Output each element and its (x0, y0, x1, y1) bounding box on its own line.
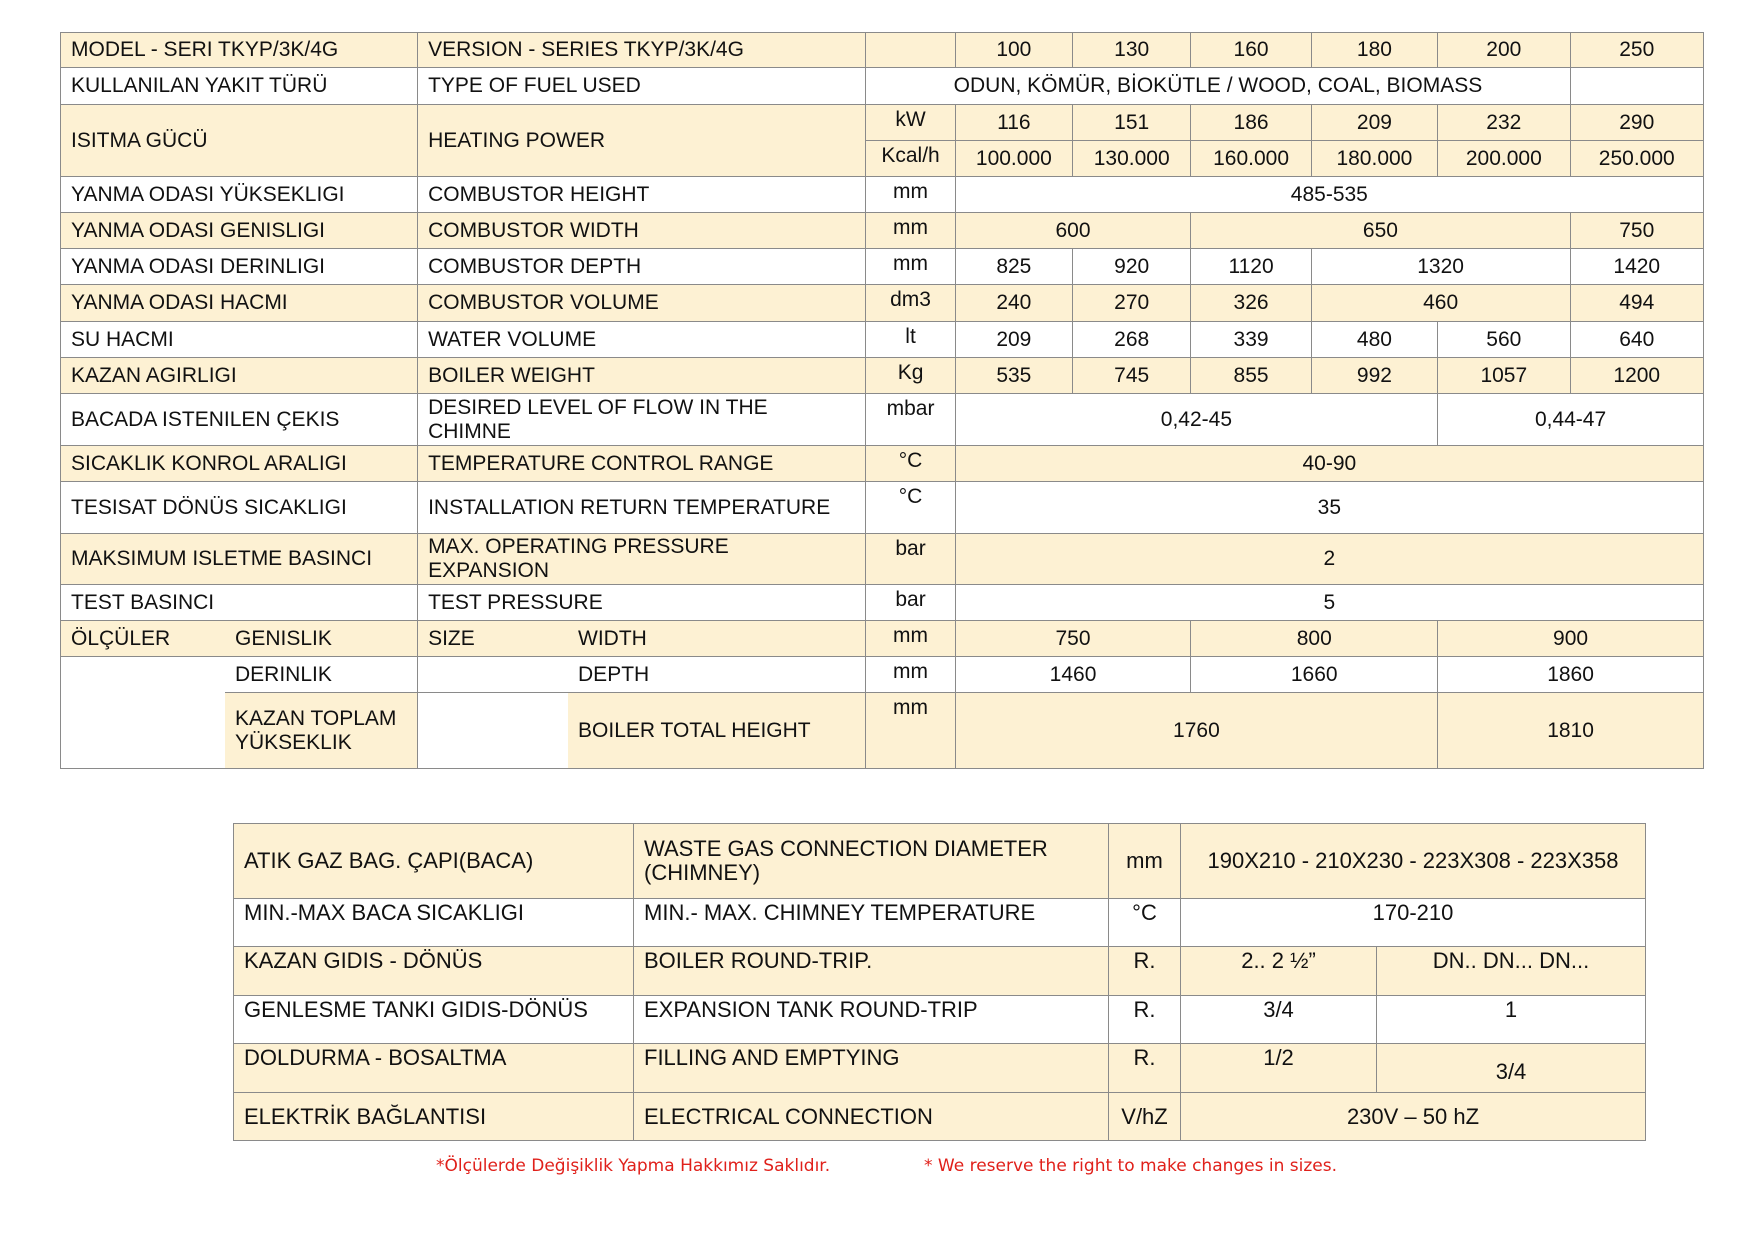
combustor-depth-value: 1120 (1191, 249, 1311, 285)
combustor-depth-unit: mm (866, 249, 955, 285)
combustor-depth-value: 1420 (1570, 249, 1704, 285)
model-value: 180 (1311, 33, 1437, 68)
chimney-temp-label-tr: MIN.-MAX BACA SICAKLIGI (234, 899, 634, 947)
chimney-flow-row (61, 394, 1704, 446)
combustor-height-unit: mm (866, 177, 955, 213)
combustor-height-row (61, 177, 1704, 213)
test-pressure-label-en: TEST PRESSURE (418, 585, 866, 621)
water-volume-label-tr: SU HACMI (61, 322, 418, 358)
return-temp-row (61, 482, 1704, 534)
boiler-weight-label-en: BOILER WEIGHT (418, 358, 866, 394)
size-change-note-tr: *Ölçülerde Değişiklik Yapma Hakkımız Saklıdır. (436, 1156, 831, 1176)
combustor-width-label-tr: YANMA ODASI GENISLIGI (61, 213, 418, 249)
model-value: 100 (955, 33, 1072, 68)
size-width-label-tr: GENISLIK (225, 621, 418, 657)
combustor-volume-value: 460 (1311, 285, 1570, 322)
expansion-tank-row (234, 996, 1646, 1044)
max-pressure-label-tr: MAKSIMUM ISLETME BASINCI (61, 534, 418, 585)
boiler-weight-value: 745 (1073, 358, 1191, 394)
water-volume-value: 209 (955, 322, 1072, 358)
boiler-weight-value: 992 (1311, 358, 1437, 394)
combustor-volume-label-tr: YANMA ODASI HACMI (61, 285, 418, 322)
expansion-tank-label-en: EXPANSION TANK ROUND-TRIP (634, 996, 1109, 1044)
model-value: 200 (1438, 33, 1570, 68)
max-pressure-value: 2 (955, 534, 1703, 585)
water-volume-unit: lt (866, 322, 955, 358)
combustor-height-label-tr: YANMA ODASI YÜKSEKLIGI (61, 177, 418, 213)
size-height-unit: mm (866, 693, 955, 769)
size-depth-value: 1860 (1438, 657, 1704, 693)
heating-unit-kcal: Kcal/h (866, 141, 955, 177)
combustor-depth-row (61, 249, 1704, 285)
combustor-height-value: 485-535 (955, 177, 1703, 213)
size-height-row (61, 693, 1704, 769)
model-value: 160 (1191, 33, 1311, 68)
water-volume-value: 480 (1311, 322, 1437, 358)
heating-kw-row (61, 105, 1704, 141)
chimney-flow-label-tr: BACADA ISTENILEN ÇEKIS (61, 394, 418, 446)
combustor-depth-label-tr: YANMA ODASI DERINLIGI (61, 249, 418, 285)
size-width-label-en: WIDTH (568, 621, 866, 657)
round-trip-value: 2.. 2 ½” (1181, 947, 1377, 996)
model-value: 250 (1570, 33, 1704, 68)
round-trip-label-en: BOILER ROUND-TRIP. (634, 947, 1109, 996)
water-volume-value: 339 (1191, 322, 1311, 358)
heating-unit-kw: kW (866, 105, 955, 141)
size-depth-value: 1460 (955, 657, 1191, 693)
filling-row (234, 1044, 1646, 1093)
boiler-weight-label-tr: KAZAN AGIRLIGI (61, 358, 418, 394)
size-height-value: 1810 (1438, 693, 1704, 769)
electrical-row (234, 1093, 1646, 1141)
chimney-flow-value: 0,42-45 (955, 394, 1437, 446)
water-volume-value: 268 (1073, 322, 1191, 358)
waste-gas-unit: mm (1109, 824, 1181, 899)
combustor-volume-value: 270 (1073, 285, 1191, 322)
expansion-tank-value: 1 (1377, 996, 1646, 1044)
water-volume-value: 560 (1438, 322, 1570, 358)
combustor-width-value: 600 (955, 213, 1191, 249)
filling-label-tr: DOLDURMA - BOSALTMA (234, 1044, 634, 1093)
size-depth-unit: mm (866, 657, 955, 693)
temp-range-row (61, 446, 1704, 482)
size-width-value: 900 (1438, 621, 1704, 657)
water-volume-value: 640 (1570, 322, 1704, 358)
temp-range-value: 40-90 (955, 446, 1703, 482)
electrical-label-en: ELECTRICAL CONNECTION (634, 1093, 1109, 1141)
expansion-tank-value: 3/4 (1181, 996, 1377, 1044)
heating-kcal-value: 130.000 (1073, 141, 1191, 177)
max-pressure-row (61, 534, 1704, 585)
combustor-depth-value: 920 (1073, 249, 1191, 285)
size-width-unit: mm (866, 621, 955, 657)
chimney-temp-value: 170-210 (1181, 899, 1646, 947)
boiler-weight-unit: Kg (866, 358, 955, 394)
size-width-row (61, 621, 1704, 657)
test-pressure-label-tr: TEST BASINCI (61, 585, 418, 621)
temp-range-label-en: TEMPERATURE CONTROL RANGE (418, 446, 866, 482)
temp-range-label-tr: SICAKLIK KONROL ARALIGI (61, 446, 418, 482)
size-depth-value: 1660 (1191, 657, 1438, 693)
heating-kcal-value: 100.000 (955, 141, 1072, 177)
heating-kw-value: 151 (1073, 105, 1191, 141)
waste-gas-label-en: WASTE GAS CONNECTION DIAMETER (CHIMNEY) (634, 824, 1109, 899)
heating-label-tr: ISITMA GÜCÜ (61, 105, 418, 177)
fuel-label-tr: KULLANILAN YAKIT TÜRÜ (61, 68, 418, 105)
filling-value: 1/2 (1181, 1044, 1377, 1093)
combustor-depth-value: 1320 (1311, 249, 1570, 285)
size-height-label-en: BOILER TOTAL HEIGHT (568, 693, 866, 769)
temp-range-unit: °C (866, 446, 955, 482)
combustor-volume-value: 326 (1191, 285, 1311, 322)
size-height-value: 1760 (955, 693, 1437, 769)
heating-kw-value: 209 (1311, 105, 1437, 141)
sizes-empty-cell (418, 657, 568, 693)
fuel-empty-cell (1570, 68, 1704, 105)
size-depth-row (61, 657, 1704, 693)
model-unit (866, 33, 955, 68)
fuel-value: ODUN, KÖMÜR, BİOKÜTLE / WOOD, COAL, BIOMASS (866, 68, 1570, 105)
heating-kw-value: 116 (955, 105, 1072, 141)
filling-label-en: FILLING AND EMPTYING (634, 1044, 1109, 1093)
sizes-group-label-tr: ÖLÇÜLER (61, 621, 225, 657)
test-pressure-unit: bar (866, 585, 955, 621)
water-volume-row (61, 322, 1704, 358)
filling-value: 3/4 (1377, 1044, 1646, 1093)
specifications-table (60, 32, 1704, 769)
heating-label-en: HEATING POWER (418, 105, 866, 177)
waste-gas-row (234, 824, 1646, 899)
size-width-value: 750 (955, 621, 1191, 657)
combustor-volume-label-en: COMBUSTOR VOLUME (418, 285, 866, 322)
return-temp-label-en: INSTALLATION RETURN TEMPERATURE (418, 482, 866, 534)
fuel-label-en: TYPE OF FUEL USED (418, 68, 866, 105)
sizes-empty-cell (418, 693, 568, 769)
chimney-temp-label-en: MIN.- MAX. CHIMNEY TEMPERATURE (634, 899, 1109, 947)
round-trip-value: DN.. DN... DN... (1377, 947, 1646, 996)
return-temp-value: 35 (955, 482, 1703, 534)
size-change-note-en: * We reserve the right to make changes in sizes. (924, 1156, 1338, 1176)
filling-unit: R. (1109, 1044, 1181, 1093)
chimney-flow-unit: mbar (866, 394, 955, 446)
round-trip-label-tr: KAZAN GIDIS - DÖNÜS (234, 947, 634, 996)
electrical-value: 230V – 50 hZ (1181, 1093, 1646, 1141)
boiler-weight-value: 535 (955, 358, 1072, 394)
electrical-unit: V/hZ (1109, 1093, 1181, 1141)
combustor-volume-value: 240 (955, 285, 1072, 322)
waste-gas-label-tr: ATIK GAZ BAG. ÇAPI(BACA) (234, 824, 634, 899)
heating-kw-value: 232 (1438, 105, 1570, 141)
heating-kcal-value: 200.000 (1438, 141, 1570, 177)
heating-kcal-value: 160.000 (1191, 141, 1311, 177)
boiler-weight-row (61, 358, 1704, 394)
expansion-tank-unit: R. (1109, 996, 1181, 1044)
combustor-width-row (61, 213, 1704, 249)
combustor-depth-label-en: COMBUSTOR DEPTH (418, 249, 866, 285)
max-pressure-label-en: MAX. OPERATING PRESSURE EXPANSION (418, 534, 866, 585)
combustor-depth-value: 825 (955, 249, 1072, 285)
model-value: 130 (1073, 33, 1191, 68)
boiler-weight-value: 855 (1191, 358, 1311, 394)
round-trip-row (234, 947, 1646, 996)
sizes-empty-cell (61, 693, 225, 769)
max-pressure-unit: bar (866, 534, 955, 585)
heating-kcal-value: 250.000 (1570, 141, 1704, 177)
waste-gas-value: 190X210 - 210X230 - 223X308 - 223X358 (1181, 824, 1646, 899)
water-volume-label-en: WATER VOLUME (418, 322, 866, 358)
sizes-empty-cell (61, 657, 225, 693)
return-temp-label-tr: TESISAT DÖNÜS SICAKLIGI (61, 482, 418, 534)
boiler-weight-value: 1057 (1438, 358, 1570, 394)
size-width-value: 800 (1191, 621, 1438, 657)
test-pressure-row (61, 585, 1704, 621)
electrical-label-tr: ELEKTRİK BAĞLANTISI (234, 1093, 634, 1141)
chimney-temp-row (234, 899, 1646, 947)
combustor-width-unit: mm (866, 213, 955, 249)
boiler-weight-value: 1200 (1570, 358, 1704, 394)
return-temp-unit: °C (866, 482, 955, 534)
chimney-flow-label-en: DESIRED LEVEL OF FLOW IN THE CHIMNE (418, 394, 866, 446)
chimney-temp-unit: °C (1109, 899, 1181, 947)
size-depth-label-en: DEPTH (568, 657, 866, 693)
model-label-tr: MODEL - SERI TKYP/3K/4G (61, 33, 418, 68)
round-trip-unit: R. (1109, 947, 1181, 996)
combustor-height-label-en: COMBUSTOR HEIGHT (418, 177, 866, 213)
size-height-label-tr: KAZAN TOPLAM YÜKSEKLIK (225, 693, 418, 769)
expansion-tank-label-tr: GENLESME TANKI GIDIS-DÖNÜS (234, 996, 634, 1044)
model-row (61, 33, 1704, 68)
sizes-group-label-en: SIZE (418, 621, 568, 657)
combustor-width-value: 750 (1570, 213, 1704, 249)
combustor-volume-value: 494 (1570, 285, 1704, 322)
test-pressure-value: 5 (955, 585, 1703, 621)
heating-kw-value: 290 (1570, 105, 1704, 141)
combustor-volume-unit: dm3 (866, 285, 955, 322)
chimney-flow-value: 0,44-47 (1438, 394, 1704, 446)
combustor-width-label-en: COMBUSTOR WIDTH (418, 213, 866, 249)
size-depth-label-tr: DERINLIK (225, 657, 418, 693)
heating-kcal-value: 180.000 (1311, 141, 1437, 177)
model-label-en: VERSION - SERIES TKYP/3K/4G (418, 33, 866, 68)
combustor-width-value: 650 (1191, 213, 1570, 249)
connections-table (233, 823, 1646, 1141)
fuel-row (61, 68, 1704, 105)
combustor-volume-row (61, 285, 1704, 322)
heating-kw-value: 186 (1191, 105, 1311, 141)
